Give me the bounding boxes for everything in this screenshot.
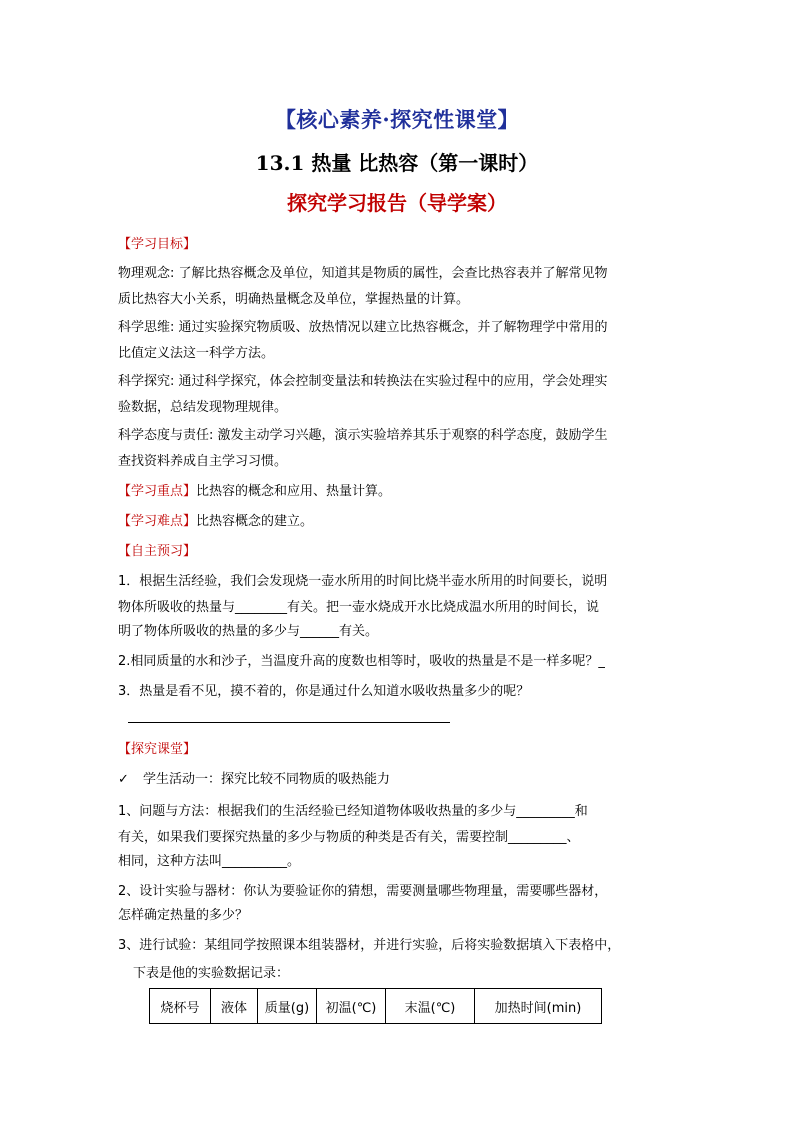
difficulty-point <box>118 510 313 529</box>
table-header-cell: 初温(℃) <box>317 989 386 1024</box>
activity-text: 学生活动一：探究比较不同物质的吸热能力 <box>143 772 391 787</box>
goal-physics-line1: 物理观念: 了解比热容概念及单位，知道其是物质的属性，会查比热容表并了解常见物 <box>118 266 608 281</box>
table-header-cell: 烧杯号 <box>150 989 211 1024</box>
step1-line1: 1、问题与方法：根据我们的生活经验已经知道物体吸收热量的多少与_________和 <box>118 804 588 819</box>
data-table <box>149 988 602 1024</box>
table-header-cell: 质量(g) <box>258 989 317 1024</box>
answer-line <box>128 722 450 723</box>
table-header-cell: 末温(℃) <box>386 989 475 1024</box>
table-header-cell: 加热时间(min) <box>475 989 602 1024</box>
step3-line1: 3、进行试验：某组同学按照课本组装器材，并进行实验，后将实验数据填入下表格中， <box>118 938 621 953</box>
preview-q1-line1: 1．根据生活经验，我们会发现烧一壶水所用的时间比烧半壶水所用的时间要长，说明 <box>118 574 608 589</box>
preview-q3: 3．热量是看不见，摸不着的，你是通过什么知道水吸收热量多少的呢？ <box>118 684 530 699</box>
goal-inquiry-line1: 科学探究: 通过科学探究，体会控制变量法和转换法在实验过程中的应用，学会处理实 <box>118 374 608 389</box>
goal-thinking-line1: 科学思维: 通过实验探究物质吸、放热情况以建立比热容概念，并了解物理学中常用的 <box>118 320 608 335</box>
goal-inquiry-line2: 验数据，总结发现物理规律。 <box>118 400 288 415</box>
report-title: 探究学习报告（导学案） <box>287 191 507 215</box>
activity-line <box>118 768 390 787</box>
checkmark-icon: ✓ <box>118 772 129 787</box>
step2-line1: 2、设计实验与器材：你认为要验证你的猜想，需要测量哪些物理量，需要哪些器材， <box>118 884 608 899</box>
step1-line2: 有关，如果我们要探究热量的多少与物质的种类是否有关，需要控制_________、 <box>118 830 580 845</box>
table-header-cell: 液体 <box>211 989 258 1024</box>
step1-line3: 相同，这种方法叫__________。 <box>118 854 301 869</box>
key-point-text: 比热容的概念和应用、热量计算。 <box>196 484 392 499</box>
header-title: 【核心素养·探究性课堂】 <box>274 107 520 132</box>
goals-heading: 【学习目标】 <box>118 237 197 252</box>
goal-thinking-line2: 比值定义法这一科学方法。 <box>118 346 275 361</box>
goal-attitude-line1: 科学态度与责任: 激发主动学习兴趣，演示实验培养其乐于观察的科学态度，鼓励学生 <box>118 428 608 443</box>
preview-q1-line2: 物体所吸收的热量与________有关。把一壶水烧成开水比烧成温水所用的时间长，说 <box>118 600 600 615</box>
difficulty-text: 比热容概念的建立。 <box>196 514 314 529</box>
key-point-label: 【学习重点】 <box>118 484 197 499</box>
key-point <box>118 480 391 499</box>
step3-line2: 下表是他的实验数据记录： <box>133 966 290 981</box>
explore-heading: 【探究课堂】 <box>118 742 197 757</box>
step2-line2: 怎样确定热量的多少？ <box>118 908 249 923</box>
goal-attitude-line2: 查找资料养成自主学习习惯。 <box>118 454 288 469</box>
difficulty-label: 【学习难点】 <box>118 514 197 529</box>
goal-physics-line2: 质比热容大小关系，明确热量概念及单位，掌握热量的计算。 <box>118 292 470 307</box>
table-header-row <box>150 989 602 1024</box>
preview-q1-line3: 明了物体所吸收的热量的多少与______有关。 <box>118 624 379 639</box>
preview-heading: 【自主预习】 <box>118 544 197 559</box>
preview-q2: 2.相同质量的水和沙子，当温度升高的度数也相等时，吸收的热量是不是一样多呢？_ <box>118 654 605 669</box>
lesson-title: 13.1 热量 比热容（第一课时） <box>255 151 539 175</box>
